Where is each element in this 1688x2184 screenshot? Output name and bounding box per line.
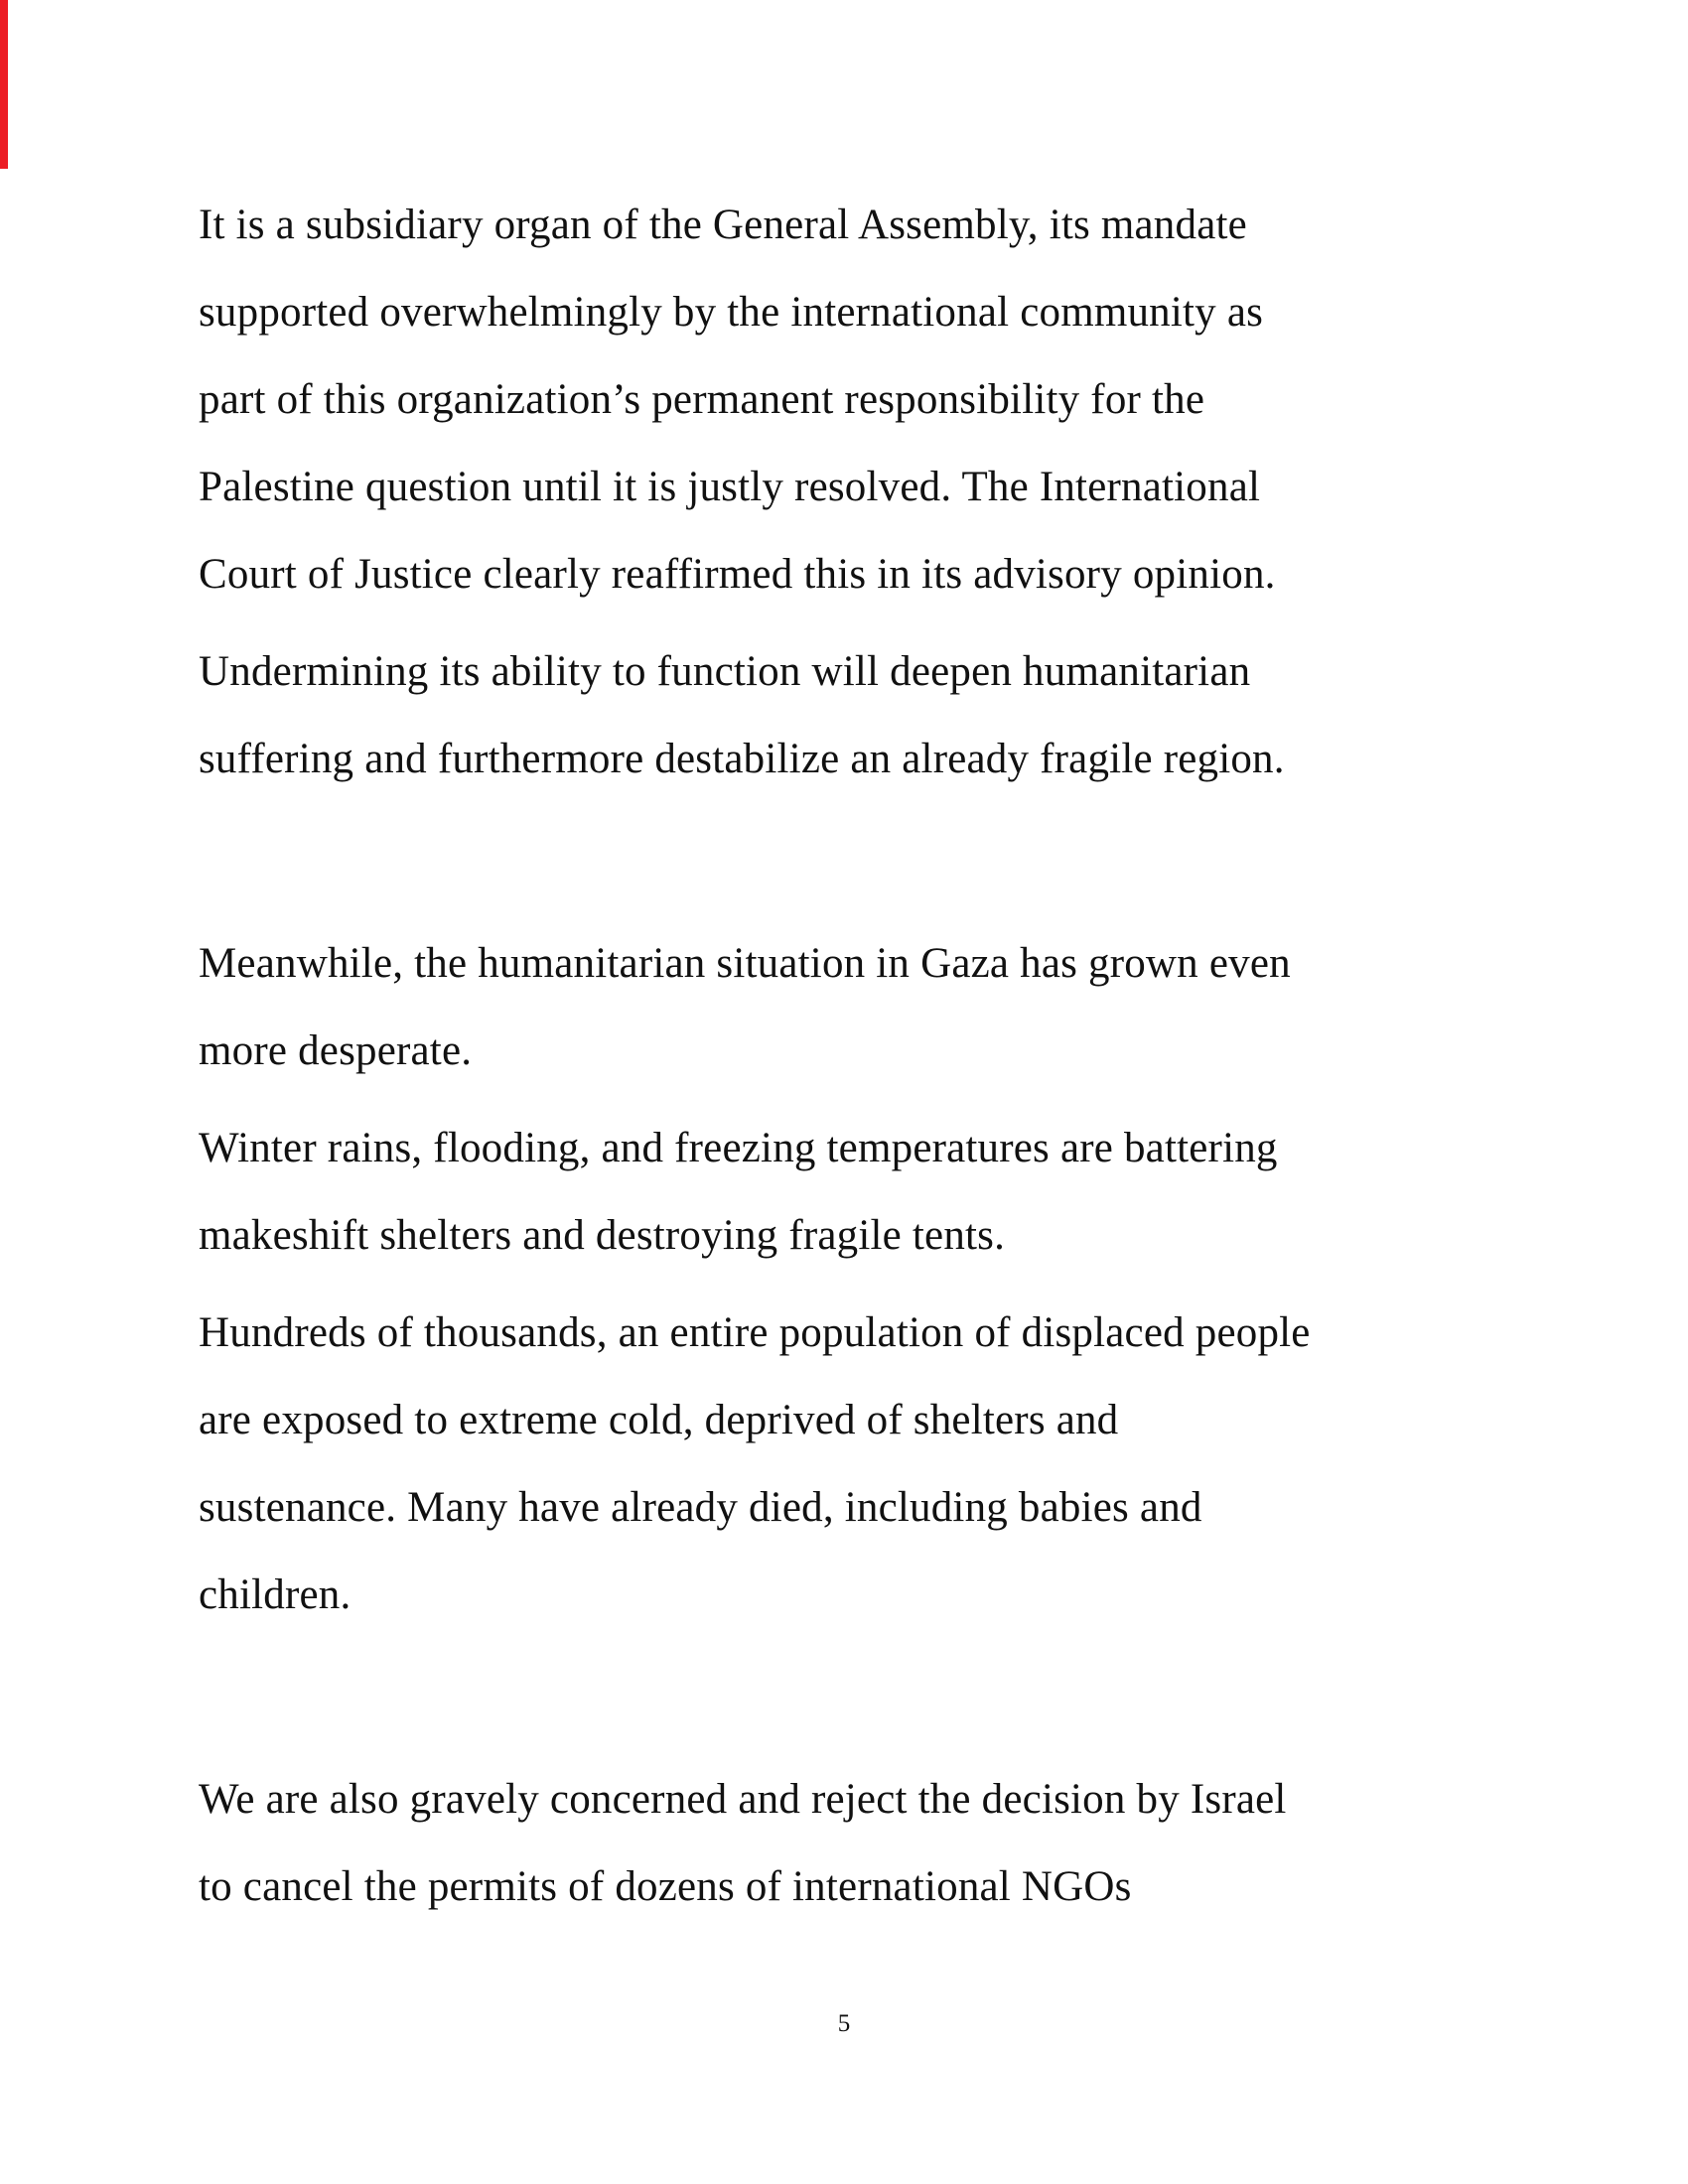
text-line: Court of Justice clearly reaffirmed this in its advisory opinion.	[199, 551, 1276, 598]
text-line: We are also gravely concerned and reject the decision by Israel	[199, 1776, 1287, 1823]
paragraph-displaced-people	[199, 1290, 1549, 1639]
text-line: suffering and furthermore destabilize an already fragile region.	[199, 736, 1285, 782]
text-line: makeshift shelters and destroying fragile tents.	[199, 1212, 1006, 1259]
paragraph-mandate	[199, 182, 1549, 618]
text-line: Palestine question until it is justly resolved. The International	[199, 464, 1261, 510]
paragraph-undermining	[199, 628, 1549, 803]
text-line: Hundreds of thousands, an entire population of displaced people	[199, 1309, 1311, 1356]
text-line: Undermining its ability to function will deepen humanitarian	[199, 648, 1251, 695]
paragraph-ngo-permits	[199, 1756, 1549, 1931]
text-line: Meanwhile, the humanitarian situation in Gaza has grown even	[199, 940, 1291, 987]
page-number: 5	[837, 2010, 851, 2037]
text-line: more desperate.	[199, 1027, 473, 1074]
text-line: are exposed to extreme cold, deprived of shelters and	[199, 1397, 1119, 1443]
text-line: supported overwhelmingly by the international community as	[199, 289, 1264, 336]
document-body	[199, 182, 1549, 1941]
paragraph-winter-rains	[199, 1105, 1549, 1280]
text-line: part of this organization’s permanent responsibility for the	[199, 376, 1205, 423]
text-line: sustenance. Many have already died, including babies and	[199, 1484, 1202, 1531]
paragraph-meanwhile	[199, 920, 1549, 1095]
page-footer	[0, 2009, 1688, 2039]
text-line: children.	[199, 1571, 352, 1618]
blank-line-spacer	[199, 1649, 1549, 1756]
text-line: Winter rains, flooding, and freezing temperatures are battering	[199, 1125, 1278, 1171]
blank-line-spacer	[199, 813, 1549, 920]
text-line: It is a subsidiary organ of the General Assembly, its mandate	[199, 202, 1247, 248]
red-accent-bar	[0, 0, 8, 169]
text-line: to cancel the permits of dozens of international NGOs	[199, 1863, 1132, 1910]
